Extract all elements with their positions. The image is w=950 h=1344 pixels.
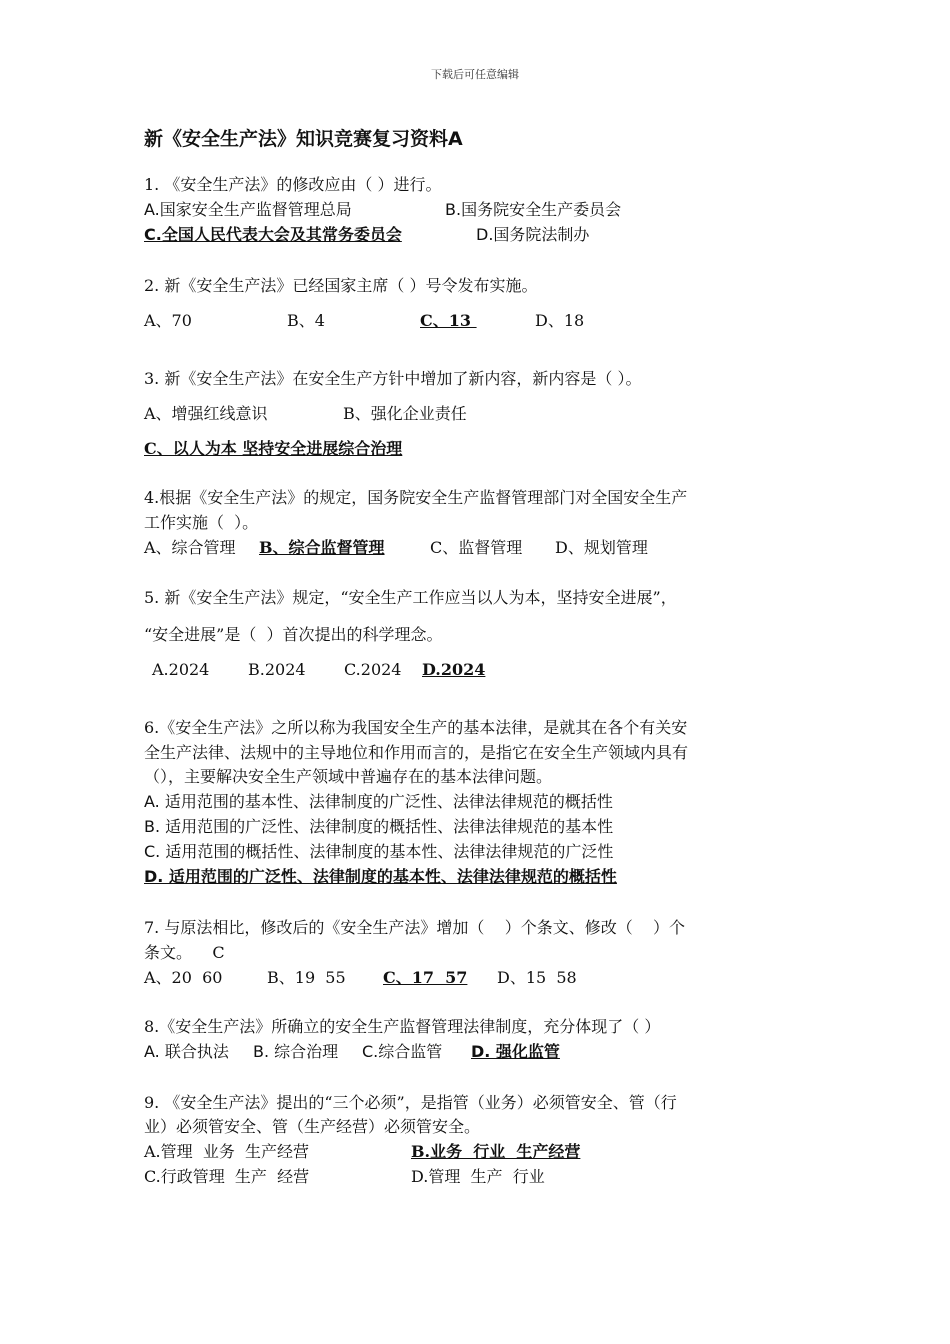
q4-option-c: C、监督管理 xyxy=(430,538,523,557)
q5-stem-line1: 5. 新《安全生产法》规定，“安全生产工作应当以人为本，坚持安全进展”， xyxy=(144,588,677,607)
q5-option-c: C.2024 xyxy=(344,660,402,679)
q3-option-c-answer: C、以人为本 坚持安全进展综合治理 xyxy=(144,439,403,458)
q4-option-d: D、规划管理 xyxy=(555,538,648,557)
q6-stem-line1: 6.《安全生产法》之所以称为我国安全生产的基本法律，是就其在各个有关安 xyxy=(144,718,688,737)
q1-stem: 1. 《安全生产法》的修改应由（ ）进行。 xyxy=(144,175,442,194)
q1-option-b: B.国务院安全生产委员会 xyxy=(445,200,622,219)
q7-option-c-answer: C、17 57 xyxy=(383,968,468,987)
q7-stem-line1: 7. 与原法相比，修改后的《安全生产法》增加（ ）个条文、修改（ ）个 xyxy=(144,918,686,937)
q2-option-b: B、4 xyxy=(287,311,325,330)
q3-stem: 3. 新《安全生产法》在安全生产方针中增加了新内容，新内容是（ ）。 xyxy=(144,369,642,388)
q6-option-d-answer: D. 适用范围的广泛性、法律制度的基本性、法律法律规范的概括性 xyxy=(144,867,617,886)
q8-option-a: A. 联合执法 xyxy=(144,1042,229,1061)
q4-stem-line2: 工作实施（ ）。 xyxy=(144,513,259,532)
q7-option-a: A、20 60 xyxy=(144,968,223,987)
q5-option-a: A.2024 xyxy=(152,660,210,679)
q1-option-c-answer: C.全国人民代表大会及其常务委员会 xyxy=(144,225,402,244)
q3-option-b: B、强化企业责任 xyxy=(343,404,467,423)
q7-stem-line2: 条文。 C xyxy=(144,943,225,962)
q9-stem-line1: 9. 《安全生产法》提出的“三个必须”，是指管（业务）必须管安全、管（行 xyxy=(144,1093,677,1112)
q2-option-d: D、18 xyxy=(535,311,585,330)
q6-stem-line2: 全生产法律、法规中的主导地位和作用而言的，是指它在安全生产领域内具有 xyxy=(144,743,689,762)
q1-option-a: A.国家安全生产监督管理总局 xyxy=(144,200,352,219)
q6-option-a: A. 适用范围的基本性、法律制度的广泛性、法律法律规范的概括性 xyxy=(144,792,613,811)
q2-stem: 2. 新《安全生产法》已经国家主席（ ）号令发布实施。 xyxy=(144,276,538,295)
q7-option-b: B、19 55 xyxy=(267,968,346,987)
q8-option-b: B. 综合治理 xyxy=(253,1042,339,1061)
page-header: 下载后可任意编辑 xyxy=(431,68,519,81)
q5-option-b: B.2024 xyxy=(248,660,306,679)
q7-option-d: D、15 58 xyxy=(497,968,577,987)
q6-option-b: B. 适用范围的广泛性、法律制度的概括性、法律法律规范的基本性 xyxy=(144,817,614,836)
q9-option-c: C.行政管理 生产 经营 xyxy=(144,1167,310,1186)
q2-option-c-answer: C、13 xyxy=(420,311,477,330)
q6-option-c: C. 适用范围的概括性、法律制度的基本性、法律法律规范的广泛性 xyxy=(144,842,614,861)
q1-option-d: D.国务院法制办 xyxy=(476,225,590,244)
q9-stem-line2: 业）必须管安全、管（生产经营）必须管安全。 xyxy=(144,1117,481,1136)
q5-stem-line2: “安全进展”是（ ）首次提出的科学理念。 xyxy=(144,625,443,644)
q4-option-a: A、综合管理 xyxy=(144,538,236,557)
q2-option-a: A、70 xyxy=(144,311,192,330)
q4-stem-line1: 4.根据《安全生产法》的规定，国务院安全生产监督管理部门对全国安全生产 xyxy=(144,488,688,507)
document-title: 新《安全生产法》知识竞赛复习资料A xyxy=(144,128,463,150)
q4-option-b-answer: B、综合监督管理 xyxy=(259,538,385,557)
q9-option-d: D.管理 生产 行业 xyxy=(411,1167,545,1186)
q8-stem: 8.《安全生产法》所确立的安全生产监督管理法律制度，充分体现了（ ） xyxy=(144,1017,661,1036)
q8-option-d-answer: D. 强化监管 xyxy=(471,1042,560,1061)
q3-option-a: A、增强红线意识 xyxy=(144,404,268,423)
q5-option-d-answer: D.2024 xyxy=(422,660,486,679)
q8-option-c: C.综合监管 xyxy=(362,1042,443,1061)
q9-option-b-answer: B.业务 行业 生产经营 xyxy=(411,1142,581,1161)
q9-option-a: A.管理 业务 生产经营 xyxy=(144,1142,309,1161)
q6-stem-line3: （），主要解决安全生产领域中普遍存在的基本法律问题。 xyxy=(144,767,553,786)
